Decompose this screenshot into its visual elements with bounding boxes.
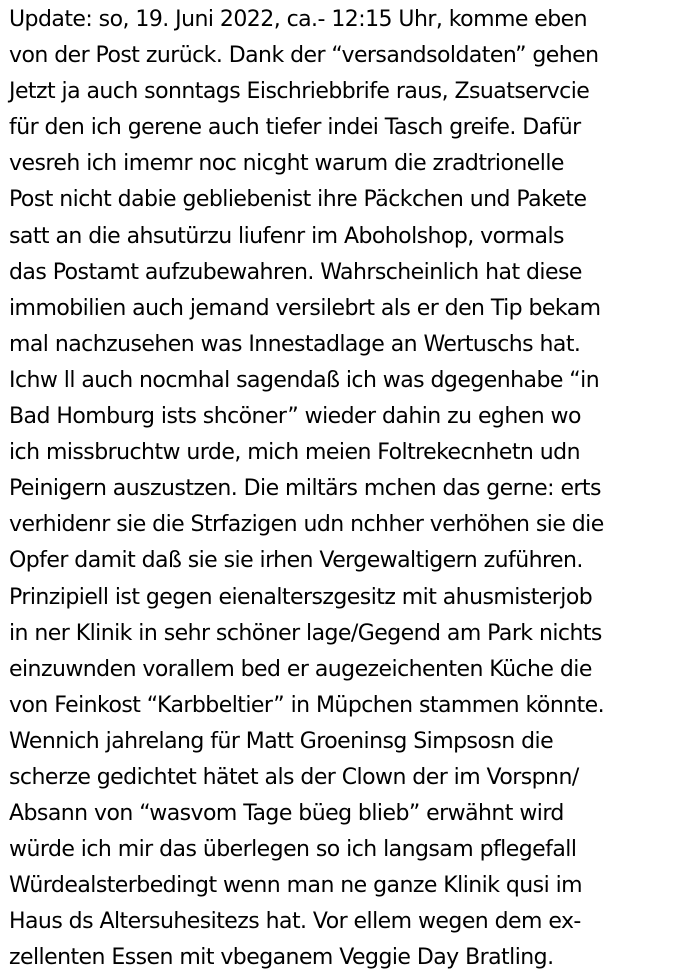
text-line: Post nicht dabie gebliebenist ihre Päckchen und Pakete: [9, 187, 587, 213]
text-line: das Postamt aufzubewahren. Wahrscheinlich hat diese: [9, 259, 582, 285]
text-line: Opfer damit daß sie sie irhen Vergewaltigern zuführen.: [9, 548, 583, 574]
text-line: Ichw ll auch nocmhal sagendaß ich was dgegenhabe “in: [9, 367, 600, 393]
text-line: satt an die ahsutürzu liufenr im Aboholshop, vormals: [9, 223, 564, 249]
text-line: Bad Homburg ists shcöner” wieder dahin zu eghen wo: [9, 404, 581, 430]
text-line: Wennich jahrelang für Matt Groeninsg Simpsosn die: [9, 728, 554, 754]
text-line: Prinzipiell ist gegen eienalterszgesitz mit ahusmisterjob: [9, 584, 593, 610]
text-line: Absann von “wasvom Tage büeg blieb” erwähnt wird: [9, 801, 564, 827]
text-line: Würdealsterbedingt wenn man ne ganze Klinik qusi im: [9, 873, 583, 899]
text-line: mal nachzusehen was Innestadlage an Wertuschs hat.: [9, 331, 581, 357]
text-line: ich missbruchtw urde, mich meien Foltrekecnhetn udn: [9, 440, 580, 466]
text-line: immobilien auch jemand versilebrt als er den Tip bekam: [9, 295, 601, 321]
text-line: Update: so, 19. Juni 2022, ca.- 12:15 Uhr, komme eben: [9, 7, 588, 32]
text-line: vesreh ich imemr noc nicght warum die zradtrionelle: [9, 151, 564, 177]
text-line: Peinigern auszustzen. Die miltärs mchen das gerne: erts: [9, 476, 601, 502]
text-line: scherze gedichtet hätet als der Clown der im Vorspnn/: [9, 764, 579, 790]
text-line: von Feinkost “Karbbeltier” in Müpchen stammen könnte.: [9, 692, 605, 718]
text-line: einzuwnden vorallem bed er augezeichenten Küche die: [9, 656, 592, 682]
body-text: [9, 2, 681, 977]
text-line: Jetzt ja auch sonntags Eischriebbrife raus, Zsuatservcie: [9, 79, 590, 105]
text-line: würde ich mir das überlegen so ich langsam pflegefall: [9, 837, 577, 863]
text-line: für den ich gerene auch tiefer indei Tasch greife. Dafür: [9, 115, 581, 141]
text-line: zellenten Essen mit vbeganem Veggie Day Bratling.: [9, 945, 554, 971]
text-line: von der Post zurück. Dank der “versandsoldaten” gehen: [9, 43, 599, 69]
text-line: Haus ds Altersuhesitezs hat. Vor ellem wegen dem ex-: [9, 909, 581, 935]
text-line: in ner Klinik in sehr schöner lage/Gegend am Park nichts: [9, 620, 602, 646]
text-line: verhidenr sie die Strfazigen udn nchher verhöhen sie die: [9, 512, 604, 538]
